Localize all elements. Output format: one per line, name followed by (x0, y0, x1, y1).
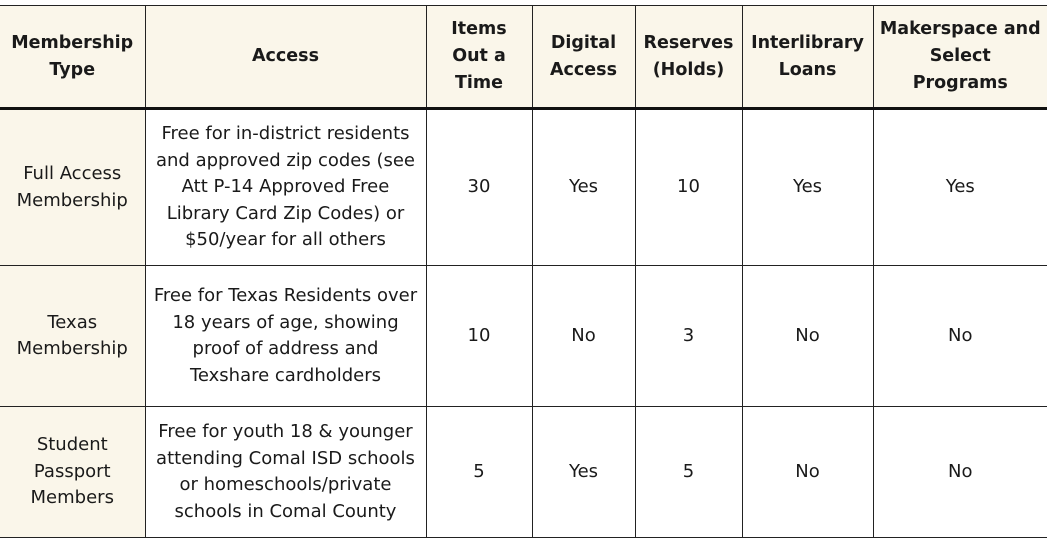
interlibrary-loans-cell: Yes (742, 109, 873, 266)
items-out-cell: 5 (426, 407, 532, 538)
items-out-cell: 10 (426, 266, 532, 407)
header-digital-access: Digital Access (532, 6, 635, 109)
items-out-cell: 30 (426, 109, 532, 266)
membership-type-cell: Texas Membership (0, 266, 145, 407)
table-row (0, 109, 1047, 266)
reserves-cell: 10 (635, 109, 742, 266)
reserves-cell: 5 (635, 407, 742, 538)
interlibrary-loans-cell: No (742, 407, 873, 538)
access-cell: Free for Texas Residents over 18 years of age, showing proof of address and Texshare cardholders (145, 266, 426, 407)
makerspace-cell: Yes (873, 109, 1047, 266)
header-access: Access (145, 6, 426, 109)
header-items-out: Items Out a Time (426, 6, 532, 109)
reserves-cell: 3 (635, 266, 742, 407)
membership-table (0, 5, 1047, 538)
makerspace-cell: No (873, 266, 1047, 407)
digital-access-cell: Yes (532, 407, 635, 538)
header-interlibrary-loans: Interlibrary Loans (742, 6, 873, 109)
membership-type-cell: Full Access Membership (0, 109, 145, 266)
interlibrary-loans-cell: No (742, 266, 873, 407)
header-row (0, 6, 1047, 109)
header-reserves: Reserves (Holds) (635, 6, 742, 109)
table-row (0, 266, 1047, 407)
header-makerspace: Makerspace and Select Programs (873, 6, 1047, 109)
makerspace-cell: No (873, 407, 1047, 538)
membership-type-cell: Student Passport Members (0, 407, 145, 538)
access-cell: Free for youth 18 & younger attending Comal ISD schools or homeschools/private schools in Comal County (145, 407, 426, 538)
digital-access-cell: Yes (532, 109, 635, 266)
digital-access-cell: No (532, 266, 635, 407)
table-row (0, 407, 1047, 538)
header-membership-type: Membership Type (0, 6, 145, 109)
access-cell: Free for in-district residents and approved zip codes (see Att P-14 Approved Free Library Card Zip Codes) or $50/year for all others (145, 109, 426, 266)
